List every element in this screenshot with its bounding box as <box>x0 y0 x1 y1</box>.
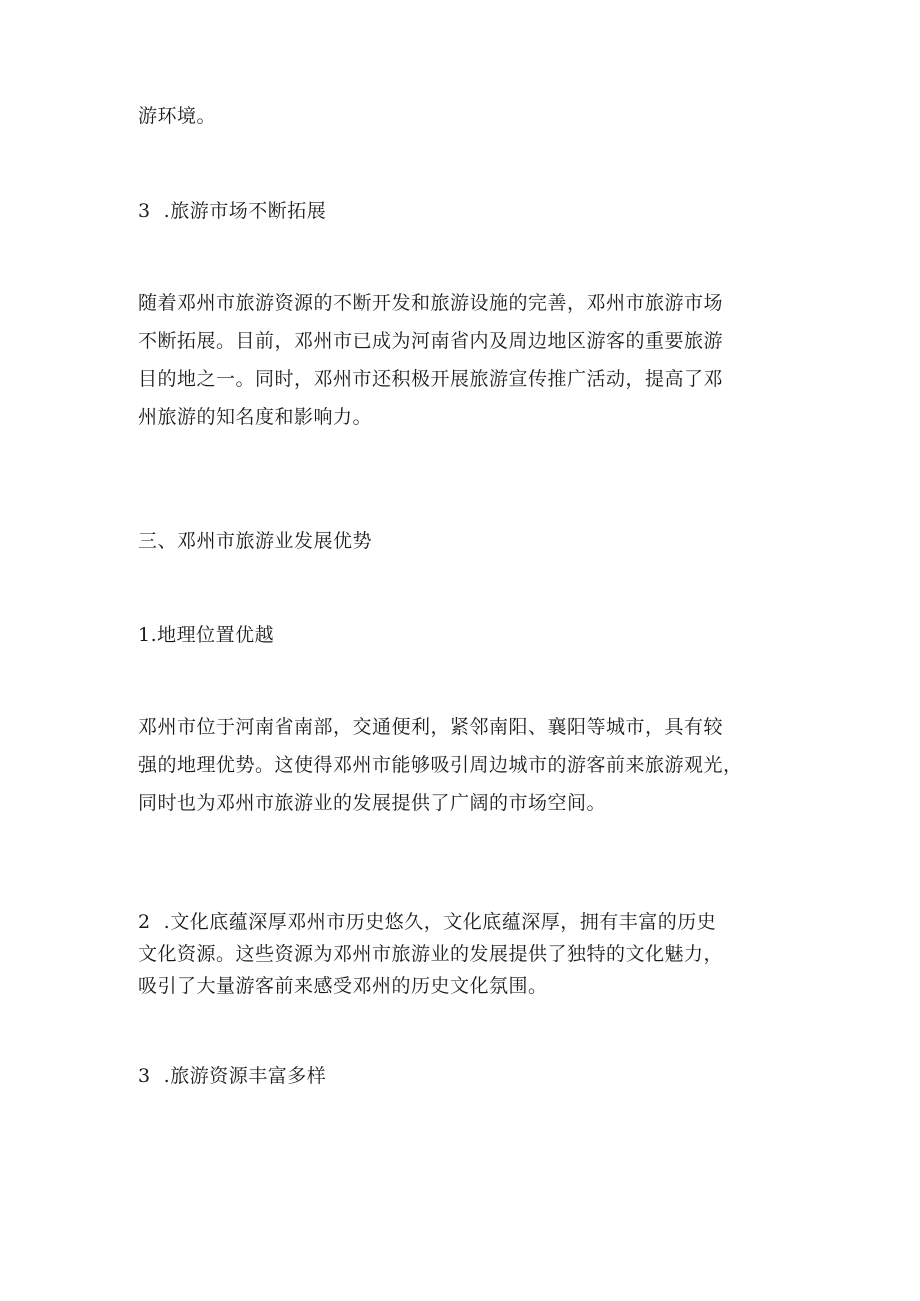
text-line: 文化资源。这些资源为邓州市旅游业的发展提供了独特的文化魅力， <box>138 943 724 965</box>
text-line: 同时也为邓州市旅游业的发展提供了广阔的市场空间。 <box>138 792 607 814</box>
heading-text: 1.地理位置优越 <box>138 624 275 646</box>
paragraph-geographic-location <box>138 708 788 822</box>
heading-geographic-location <box>138 616 788 654</box>
heading-tourism-resources <box>138 1057 788 1095</box>
text-line: 游环境。 <box>138 105 217 127</box>
paragraph-cultural-heritage <box>138 906 788 1002</box>
text-line: 州旅游的知名度和影响力。 <box>138 406 373 428</box>
text-line: 2 .文化底蕴深厚邓州市历史悠久，文化底蕴深厚，拥有丰富的历史 <box>138 911 717 933</box>
paragraph-market-expansion <box>138 284 788 436</box>
paragraph-environment-end <box>138 97 788 135</box>
text-line: 邓州市位于河南省南部，交通便利，紧邻南阳、襄阳等城市，具有较 <box>138 716 724 738</box>
heading-section-three <box>138 522 788 560</box>
heading-text: 三、邓州市旅游业发展优势 <box>138 530 373 552</box>
heading-text: 3 .旅游资源丰富多样 <box>138 1065 327 1087</box>
heading-text: 3 .旅游市场不断拓展 <box>138 200 327 222</box>
text-line: 吸引了大量游客前来感受邓州的历史文化氛围。 <box>138 975 548 997</box>
heading-market-expansion <box>138 192 788 230</box>
text-line: 强的地理优势。这使得邓州市能够吸引周边城市的游客前来旅游观光， <box>138 754 743 776</box>
text-line: 目的地之一。同时，邓州市还积极开展旅游宣传推广活动，提高了邓 <box>138 368 724 390</box>
text-line: 不断拓展。目前，邓州市已成为河南省内及周边地区游客的重要旅游 <box>138 330 724 352</box>
text-line: 随着邓州市旅游资源的不断开发和旅游设施的完善，邓州市旅游市场 <box>138 292 724 314</box>
